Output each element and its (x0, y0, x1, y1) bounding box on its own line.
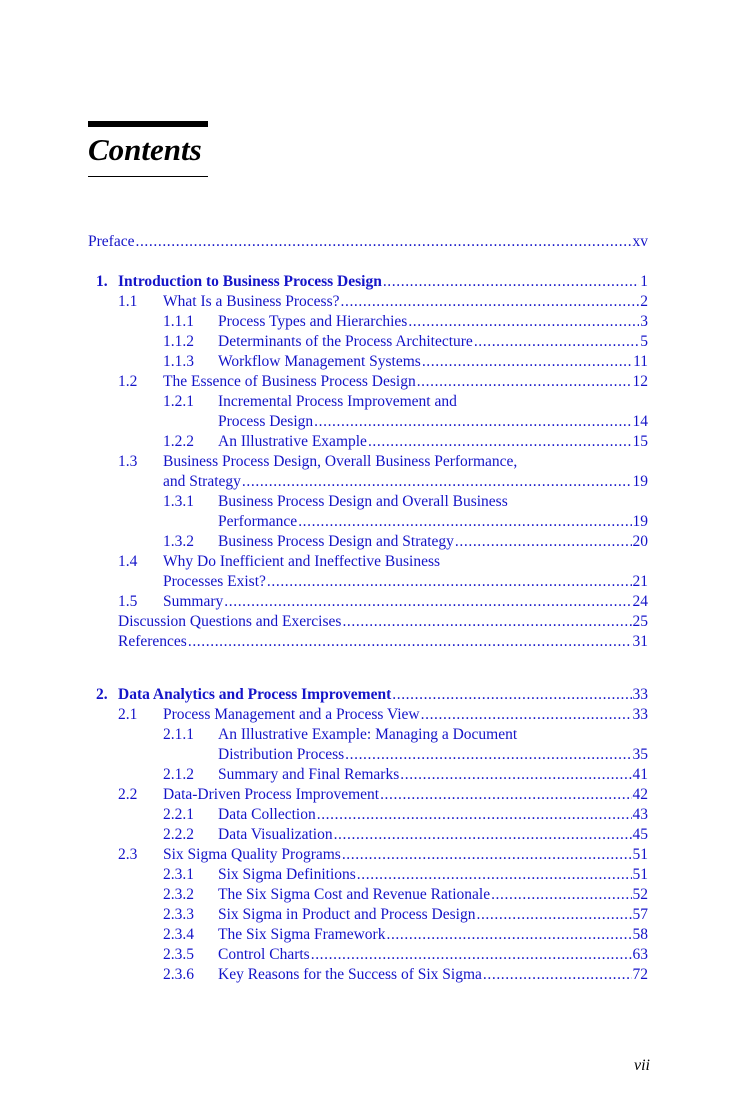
entry-page-number: 57 (632, 906, 648, 923)
toc-entry[interactable] (118, 372, 648, 392)
entry-page-number: 21 (632, 573, 648, 590)
toc-entry[interactable] (163, 392, 648, 432)
entry-number: 1.1 (118, 293, 138, 310)
entry-title: Data Analytics and Process Improvement (118, 686, 392, 703)
toc-entry[interactable] (118, 845, 648, 865)
toc-entry[interactable] (163, 532, 648, 552)
entry-page-number: 52 (632, 886, 648, 903)
toc-entry[interactable] (163, 312, 648, 332)
entry-page-number: 15 (632, 433, 648, 450)
entry-title: Control Charts (218, 946, 310, 963)
entry-title: Process Management and a Process View (163, 706, 420, 723)
entry-title: Six Sigma Definitions (218, 866, 356, 883)
toc-entry[interactable] (163, 925, 648, 945)
entry-title: Why Do Inefficient and Ineffective Business (163, 553, 441, 570)
toc-entry[interactable] (118, 452, 648, 492)
toc-entry[interactable] (118, 612, 648, 632)
entry-title-continued: Distribution Process (218, 746, 345, 763)
entry-number: 1.1.1 (163, 313, 194, 330)
entry-title: An Illustrative Example (218, 433, 367, 450)
entry-number: 1. (96, 273, 108, 290)
leader-dots (314, 412, 631, 432)
toc-entry[interactable] (118, 552, 648, 592)
entry-title: The Six Sigma Cost and Revenue Rationale (218, 886, 491, 903)
entry-number: 1.2 (118, 373, 138, 390)
entry-page-number: 42 (632, 786, 648, 803)
entry-number: 1.1.2 (163, 333, 194, 350)
leader-dots (317, 805, 632, 825)
entry-number: 2.1.1 (163, 726, 194, 743)
entry-title: Business Process Design, Overall Business Performance, (163, 453, 518, 470)
entry-number: 2.1.2 (163, 766, 194, 783)
entry-page-number: 43 (632, 806, 648, 823)
entry-title: Discussion Questions and Exercises (118, 613, 342, 630)
entry-title: Workflow Management Systems (218, 353, 421, 370)
toc-entry[interactable] (118, 785, 648, 805)
leader-dots (417, 372, 632, 392)
toc-entry[interactable] (163, 885, 648, 905)
entry-number: 1.2.1 (163, 393, 194, 410)
entry-number: 2.2.1 (163, 806, 194, 823)
entry-number: 2.1 (118, 706, 138, 723)
toc-entry[interactable] (118, 292, 648, 312)
toc-entry[interactable] (163, 905, 648, 925)
leader-dots (368, 432, 632, 452)
entry-number: 1.4 (118, 553, 138, 570)
leader-dots (422, 352, 632, 372)
toc-entry[interactable] (88, 232, 648, 252)
toc-entry[interactable] (163, 765, 648, 785)
leader-dots (342, 845, 632, 865)
toc-entry[interactable] (163, 725, 648, 765)
entry-title: Data Collection (218, 806, 316, 823)
entry-page-number: xv (632, 233, 648, 250)
toc-entry[interactable] (118, 705, 648, 725)
entry-number: 1.3.1 (163, 493, 194, 510)
entry-page-number: 58 (632, 926, 648, 943)
entry-number: 2.2 (118, 786, 138, 803)
entry-title-continued: Performance (218, 513, 298, 530)
entry-title: Data Visualization (218, 826, 333, 843)
leader-dots (135, 232, 631, 252)
entry-title: Summary and Final Remarks (218, 766, 400, 783)
entry-title: Process Types and Hierarchies (218, 313, 408, 330)
entry-page-number: 1 (640, 273, 648, 290)
toc-entry[interactable] (118, 592, 648, 612)
entry-title-continued: Processes Exist? (163, 573, 266, 590)
entry-title: The Essence of Business Process Design (163, 373, 416, 390)
entry-page-number: 19 (632, 513, 648, 530)
entry-page-number: 14 (632, 413, 648, 430)
page-number: vii (634, 1057, 650, 1074)
entry-page-number: 3 (640, 313, 648, 330)
heading-rule-bottom (88, 176, 208, 177)
entry-title: Business Process Design and Overall Business (218, 493, 508, 510)
entry-title: Preface (88, 233, 135, 250)
entry-title: Data-Driven Process Improvement (163, 786, 380, 803)
entry-number: 2.3.4 (163, 926, 194, 943)
entry-title: What Is a Business Process? (163, 293, 340, 310)
entry-page-number: 12 (632, 373, 648, 390)
entry-title: Summary (163, 593, 224, 610)
entry-number: 2. (96, 686, 108, 703)
entry-number: 1.1.3 (163, 353, 194, 370)
toc-entry[interactable] (163, 865, 648, 885)
entry-page-number: 24 (632, 593, 648, 610)
entry-title: Key Reasons for the Success of Six Sigma (218, 966, 482, 983)
entry-number: 2.3.6 (163, 966, 194, 983)
leader-dots (188, 632, 632, 652)
entry-title-continued: Process Design (218, 413, 314, 430)
entry-title-continued: and Strategy (163, 473, 241, 490)
leader-dots (345, 745, 631, 765)
heading-rule-top (88, 121, 208, 127)
entry-page-number: 51 (632, 846, 648, 863)
toc-entry[interactable] (163, 805, 648, 825)
toc-entry[interactable] (163, 432, 648, 452)
entry-title: Introduction to Business Process Design (118, 273, 382, 290)
entry-number: 1.2.2 (163, 433, 194, 450)
entry-page-number: 5 (640, 333, 648, 350)
entry-number: 2.3.3 (163, 906, 194, 923)
entry-number: 1.3.2 (163, 533, 194, 550)
leader-dots (400, 765, 631, 785)
toc-entry[interactable] (163, 965, 648, 985)
leader-dots (224, 592, 631, 612)
entry-number: 2.2.2 (163, 826, 194, 843)
entry-page-number: 51 (632, 866, 648, 883)
entry-page-number: 63 (632, 946, 648, 963)
entry-title: Six Sigma Quality Programs (163, 846, 341, 863)
entry-page-number: 35 (632, 746, 648, 763)
toc-entry[interactable] (163, 352, 648, 372)
leader-dots (242, 472, 632, 492)
entry-page-number: 33 (632, 706, 648, 723)
entry-number: 2.3 (118, 846, 138, 863)
leader-dots (357, 865, 632, 885)
leader-dots (421, 705, 632, 725)
entry-title: References (118, 633, 187, 650)
entry-page-number: 20 (632, 533, 648, 550)
leader-dots (476, 905, 631, 925)
entry-page-number: 25 (632, 613, 648, 630)
entry-title: An Illustrative Example: Managing a Document (218, 726, 518, 743)
entry-page-number: 45 (632, 826, 648, 843)
entry-page-number: 11 (633, 353, 648, 370)
toc-entry[interactable] (163, 332, 648, 352)
entry-number: 1.5 (118, 593, 138, 610)
entry-page-number: 2 (640, 293, 648, 310)
leader-dots (386, 925, 631, 945)
leader-dots (298, 512, 631, 532)
entry-number: 2.3.1 (163, 866, 194, 883)
leader-dots (342, 612, 631, 632)
entry-page-number: 31 (632, 633, 648, 650)
leader-dots (341, 292, 640, 312)
leader-dots (334, 825, 632, 845)
entry-page-number: 41 (632, 766, 648, 783)
toc-entry[interactable] (163, 945, 648, 965)
entry-number: 2.3.5 (163, 946, 194, 963)
page-title: Contents (88, 132, 202, 167)
toc-entry[interactable] (96, 685, 648, 705)
leader-dots (380, 785, 631, 805)
leader-dots (311, 945, 632, 965)
entry-title: Business Process Design and Strategy (218, 533, 454, 550)
leader-dots (491, 885, 631, 905)
leader-dots (383, 272, 639, 292)
entry-page-number: 72 (632, 966, 648, 983)
leader-dots (474, 332, 639, 352)
toc-entry[interactable] (118, 632, 648, 652)
entry-page-number: 19 (632, 473, 648, 490)
entry-page-number: 33 (632, 686, 648, 703)
toc-entry[interactable] (163, 492, 648, 532)
leader-dots (392, 685, 631, 705)
entry-number: 2.3.2 (163, 886, 194, 903)
leader-dots (408, 312, 639, 332)
toc-entry[interactable] (163, 825, 648, 845)
entry-title: Six Sigma in Product and Process Design (218, 906, 476, 923)
leader-dots (455, 532, 632, 552)
leader-dots (483, 965, 632, 985)
entry-title: The Six Sigma Framework (218, 926, 386, 943)
entry-title: Incremental Process Improvement and (218, 393, 457, 410)
leader-dots (267, 572, 632, 592)
entry-number: 1.3 (118, 453, 138, 470)
toc-entry[interactable] (96, 272, 648, 292)
entry-title: Determinants of the Process Architecture (218, 333, 473, 350)
